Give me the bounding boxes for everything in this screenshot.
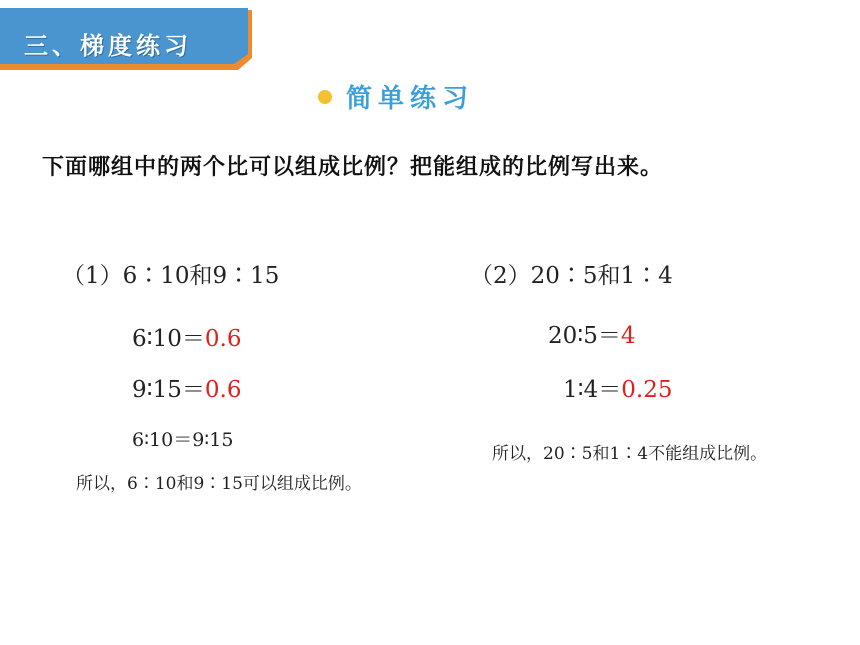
- bullet-dot-icon: [318, 90, 332, 104]
- problem2-line1-expression: 20∶5＝: [548, 323, 621, 349]
- problem2-line1-answer: 4: [620, 323, 636, 349]
- subtitle-text: 简单练习: [346, 84, 475, 114]
- section-banner: [0, 0, 260, 80]
- problem1-line1: [132, 320, 241, 353]
- problem1-line2-answer: 0.6: [204, 377, 242, 403]
- problem2-line2: [563, 371, 672, 404]
- section-title: 三、梯度练习: [24, 32, 192, 60]
- problem2-conclusion: 所以，20∶5和1∶4不能组成比例。: [492, 444, 768, 464]
- problem1-line1-expression: 6∶10＝: [132, 326, 205, 352]
- question-text: 下面哪组中的两个比可以组成比例？把能组成的比例写出来。: [42, 155, 664, 180]
- problem2-line2-answer: 0.25: [621, 377, 673, 403]
- subtitle: [318, 78, 474, 115]
- problem1-proportion: 6∶10＝9∶15: [132, 429, 234, 451]
- problem1-title: （1）6∶10和9∶15: [62, 263, 280, 289]
- problem2-title: （2）20∶5和1∶4: [470, 263, 673, 289]
- problem1-line1-answer: 0.6: [204, 326, 242, 352]
- problem1-line2: [132, 371, 241, 404]
- problem2-line1: [548, 317, 636, 350]
- problem1-conclusion: 所以，6∶10和9∶15可以组成比例。: [76, 474, 362, 494]
- problem1-line2-expression: 9∶15＝: [132, 377, 205, 403]
- problem2-line2-expression: 1∶4＝: [563, 377, 622, 403]
